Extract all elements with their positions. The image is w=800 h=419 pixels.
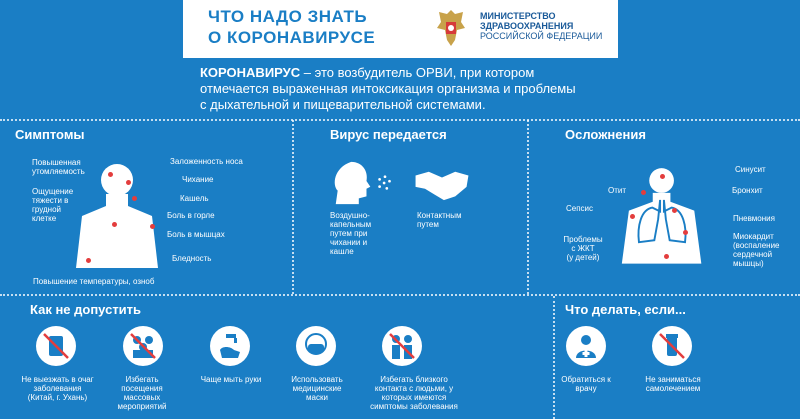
myo-line-3: сердечной xyxy=(733,250,773,259)
ministry-line-1: МИНИСТЕРСТВО xyxy=(480,11,556,21)
no-crowds-icon xyxy=(123,326,163,366)
symptom-throat: Боль в горле xyxy=(167,211,215,220)
no-travel-icon xyxy=(36,326,76,366)
complication-otitis: Отит xyxy=(608,186,627,195)
divider-top xyxy=(0,119,800,121)
symptom-dot xyxy=(112,222,117,227)
prevention-item-3: Чаще мыть руки xyxy=(200,375,262,384)
page-title xyxy=(208,6,408,48)
symptom-muscles: Боль в мышцах xyxy=(167,230,225,239)
symptom-dot xyxy=(108,172,113,177)
prevention-item-4: Использовать медицинские маски xyxy=(291,375,343,402)
prevention-item-5: Избегать близкого контакта с людьми, у которых имеются симптомы заболевания xyxy=(370,375,458,411)
ministry-name xyxy=(480,11,620,41)
transmission-airborne: Воздушно-капельным путем при чихании и кашле xyxy=(330,211,372,256)
divider-v3 xyxy=(553,296,555,419)
complication-pneumonia: Пневмония xyxy=(733,214,775,223)
prevention-title: Как не допустить xyxy=(30,302,142,317)
symptom-chest: Ощущение тяжести в грудной клетке xyxy=(32,187,74,223)
complication-bronchitis: Бронхит xyxy=(732,186,763,195)
symptom-cough: Кашель xyxy=(180,194,209,203)
hand-washing-icon xyxy=(210,326,250,366)
complication-sinusitis: Синусит xyxy=(735,165,766,174)
complication-dot xyxy=(683,230,688,235)
head-sneezing-icon xyxy=(330,158,378,206)
transmission-contact: Контактным путем xyxy=(417,211,462,229)
intro-text xyxy=(200,65,600,113)
prevention-item-1: Не выезжать в очаг заболевания (Китай, г. Ухань) xyxy=(21,375,94,402)
symptom-dot xyxy=(132,196,137,201)
ministry-line-3: РОССИЙСКОЙ ФЕДЕРАЦИИ xyxy=(480,31,603,41)
intro-line-1: – это возбудитель ОРВИ, при котором xyxy=(300,65,535,80)
complication-dot xyxy=(641,190,646,195)
complications-title: Осложнения xyxy=(565,127,646,142)
no-self-medication-icon xyxy=(652,326,692,366)
complication-dot xyxy=(630,214,635,219)
myo-line-1: Миокардит xyxy=(733,232,774,241)
symptom-fatigue: Повышенная утомляемость xyxy=(32,158,85,176)
myo-line-4: мышцы) xyxy=(733,259,764,268)
title-line-1: ЧТО НАДО ЗНАТЬ xyxy=(208,7,368,26)
symptom-fever: Повышение температуры, озноб xyxy=(33,277,155,286)
coat-of-arms-icon xyxy=(433,6,469,50)
droplets-icon xyxy=(376,174,394,192)
complication-myocarditis xyxy=(733,232,795,268)
symptom-pale: Бледность xyxy=(172,254,212,263)
symptom-sneeze: Чихание xyxy=(182,175,214,184)
divider-v2 xyxy=(527,120,529,294)
handshake-icon xyxy=(413,168,471,202)
myo-line-2: (воспаление xyxy=(733,241,780,250)
prevention-item-2: Избегать посещения массовых мероприятий xyxy=(117,375,167,411)
complication-sepsis: Сепсис xyxy=(566,204,594,213)
complication-dot xyxy=(664,254,669,259)
symptom-dot xyxy=(126,180,131,185)
whattodo-title: Что делать, если... xyxy=(565,302,686,317)
complication-gi xyxy=(560,235,606,262)
whattodo-item-1: Обратиться к врачу xyxy=(561,375,611,393)
gi-line-3: (у детей) xyxy=(566,253,600,262)
complication-dot xyxy=(672,208,677,213)
no-contact-icon xyxy=(382,326,422,366)
symptom-nose: Заложенность носа xyxy=(170,157,243,166)
lungs-icon xyxy=(633,198,691,246)
intro-bold: КОРОНАВИРУС xyxy=(200,65,301,80)
symptom-dot xyxy=(150,224,155,229)
complication-dot xyxy=(660,174,665,179)
title-line-2: О КОРОНАВИРУСЕ xyxy=(208,28,376,47)
doctor-icon xyxy=(566,326,606,366)
gi-line-2: с ЖКТ xyxy=(571,244,595,253)
ministry-line-2: ЗДРАВООХРАНЕНИЯ xyxy=(480,21,574,31)
divider-middle xyxy=(0,294,800,296)
face-mask-icon xyxy=(296,326,336,366)
symptoms-title: Симптомы xyxy=(15,127,85,142)
symptom-dot xyxy=(86,258,91,263)
intro-line-3: с дыхательной и пищеварительной системами. xyxy=(200,97,486,112)
intro-line-2: отмечается выраженная интоксикация организма и проблемы xyxy=(200,81,576,96)
transmission-title: Вирус передается xyxy=(330,127,447,142)
whattodo-item-2: Не заниматься самолечением xyxy=(645,375,701,393)
divider-v1 xyxy=(292,120,294,294)
gi-line-1: Проблемы xyxy=(563,235,603,244)
